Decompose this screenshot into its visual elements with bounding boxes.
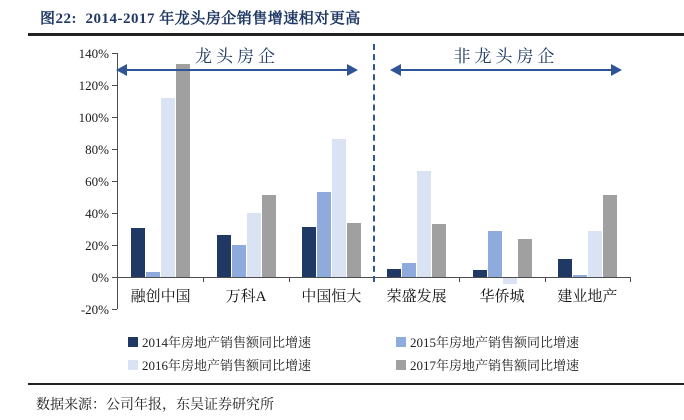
bar-建业地产-2014年	[558, 259, 572, 277]
arrow-shaft	[399, 69, 613, 71]
bar-建业地产-2017年	[603, 195, 617, 277]
legend-swatch-icon	[128, 360, 138, 370]
section-divider-dashed-line	[373, 44, 375, 282]
section-label-non-leading: 非龙头房企	[453, 47, 559, 66]
bar-华侨城-2017年	[518, 239, 532, 277]
legend-item	[396, 355, 579, 374]
legend-label: 2015年房地产销售额同比增速	[410, 335, 580, 350]
legend-item	[128, 332, 311, 351]
bar-融创中国-2016年	[161, 98, 175, 277]
legend-label: 2014年房地产销售额同比增速	[142, 335, 312, 350]
bar-建业地产-2015年	[573, 275, 587, 277]
bar-华侨城-2016年	[503, 278, 517, 284]
x-category-label: 荣盛发展	[386, 289, 447, 305]
bar-荣盛发展-2014年	[387, 269, 401, 277]
x-category-label: 建业地产	[557, 289, 618, 305]
y-axis-tick-label: 140%	[78, 45, 109, 61]
x-axis-tick	[459, 277, 460, 282]
bar-中国恒大-2016年	[332, 139, 346, 277]
bar-中国恒大-2014年	[302, 227, 316, 277]
y-axis-line	[117, 53, 118, 309]
y-axis-tick	[112, 149, 117, 150]
y-axis-tick-label: -20%	[80, 301, 109, 317]
bar-华侨城-2014年	[473, 270, 487, 277]
bar-万科A-2014年	[217, 235, 231, 277]
x-category-label: 中国恒大	[301, 289, 362, 305]
y-axis-tick	[112, 181, 117, 182]
legend-item	[396, 332, 579, 351]
data-source-note: 数据来源：公司年报，东吴证券研究所	[36, 398, 274, 413]
section-label-leading: 龙头房企	[195, 47, 279, 66]
legend-label: 2016年房地产销售额同比增速	[142, 358, 312, 373]
y-axis-tick-label: 60%	[85, 173, 109, 189]
y-axis-tick-label: 120%	[78, 77, 109, 93]
y-axis-tick	[112, 245, 117, 246]
bar-荣盛发展-2015年	[402, 263, 416, 277]
x-category-label: 华侨城	[479, 289, 525, 305]
bar-中国恒大-2017年	[347, 223, 361, 277]
legend-item	[128, 355, 311, 374]
legend-swatch-icon	[396, 337, 406, 347]
y-axis-tick	[112, 277, 117, 278]
legend-label: 2017年房地产销售额同比增速	[410, 358, 580, 373]
arrow-shaft	[125, 69, 349, 71]
bar-万科A-2017年	[262, 195, 276, 277]
bar-融创中国-2014年	[131, 228, 145, 277]
x-category-label: 融创中国	[130, 289, 191, 305]
bar-荣盛发展-2017年	[432, 224, 446, 277]
y-axis-tick-label: 0%	[91, 269, 109, 285]
y-axis-tick-label: 40%	[85, 205, 109, 221]
y-axis-tick	[112, 213, 117, 214]
bar-华侨城-2015年	[488, 231, 502, 277]
bar-荣盛发展-2016年	[417, 171, 431, 277]
legend-swatch-icon	[128, 337, 138, 347]
title-divider-line	[28, 33, 684, 36]
bar-融创中国-2015年	[146, 272, 160, 277]
x-axis-tick	[630, 277, 631, 282]
x-axis-tick	[545, 277, 546, 282]
chart-title: 图22: 2014-2017 年龙头房企销售增速相对更高	[40, 11, 361, 27]
y-axis-tick	[112, 309, 117, 310]
footer-divider-line	[28, 383, 684, 385]
x-category-label: 万科A	[225, 289, 267, 305]
bar-中国恒大-2015年	[317, 192, 331, 277]
x-axis-tick	[289, 277, 290, 282]
y-axis-tick-label: 80%	[85, 141, 109, 157]
y-axis-tick	[112, 85, 117, 86]
y-axis-tick-label: 100%	[78, 109, 109, 125]
y-axis-tick	[112, 117, 117, 118]
bar-万科A-2015年	[232, 245, 246, 277]
legend-swatch-icon	[396, 360, 406, 370]
bar-建业地产-2016年	[588, 231, 602, 277]
x-axis-tick	[203, 277, 204, 282]
bar-万科A-2016年	[247, 213, 261, 277]
bar-融创中国-2017年	[176, 64, 190, 277]
y-axis-tick-label: 20%	[85, 237, 109, 253]
